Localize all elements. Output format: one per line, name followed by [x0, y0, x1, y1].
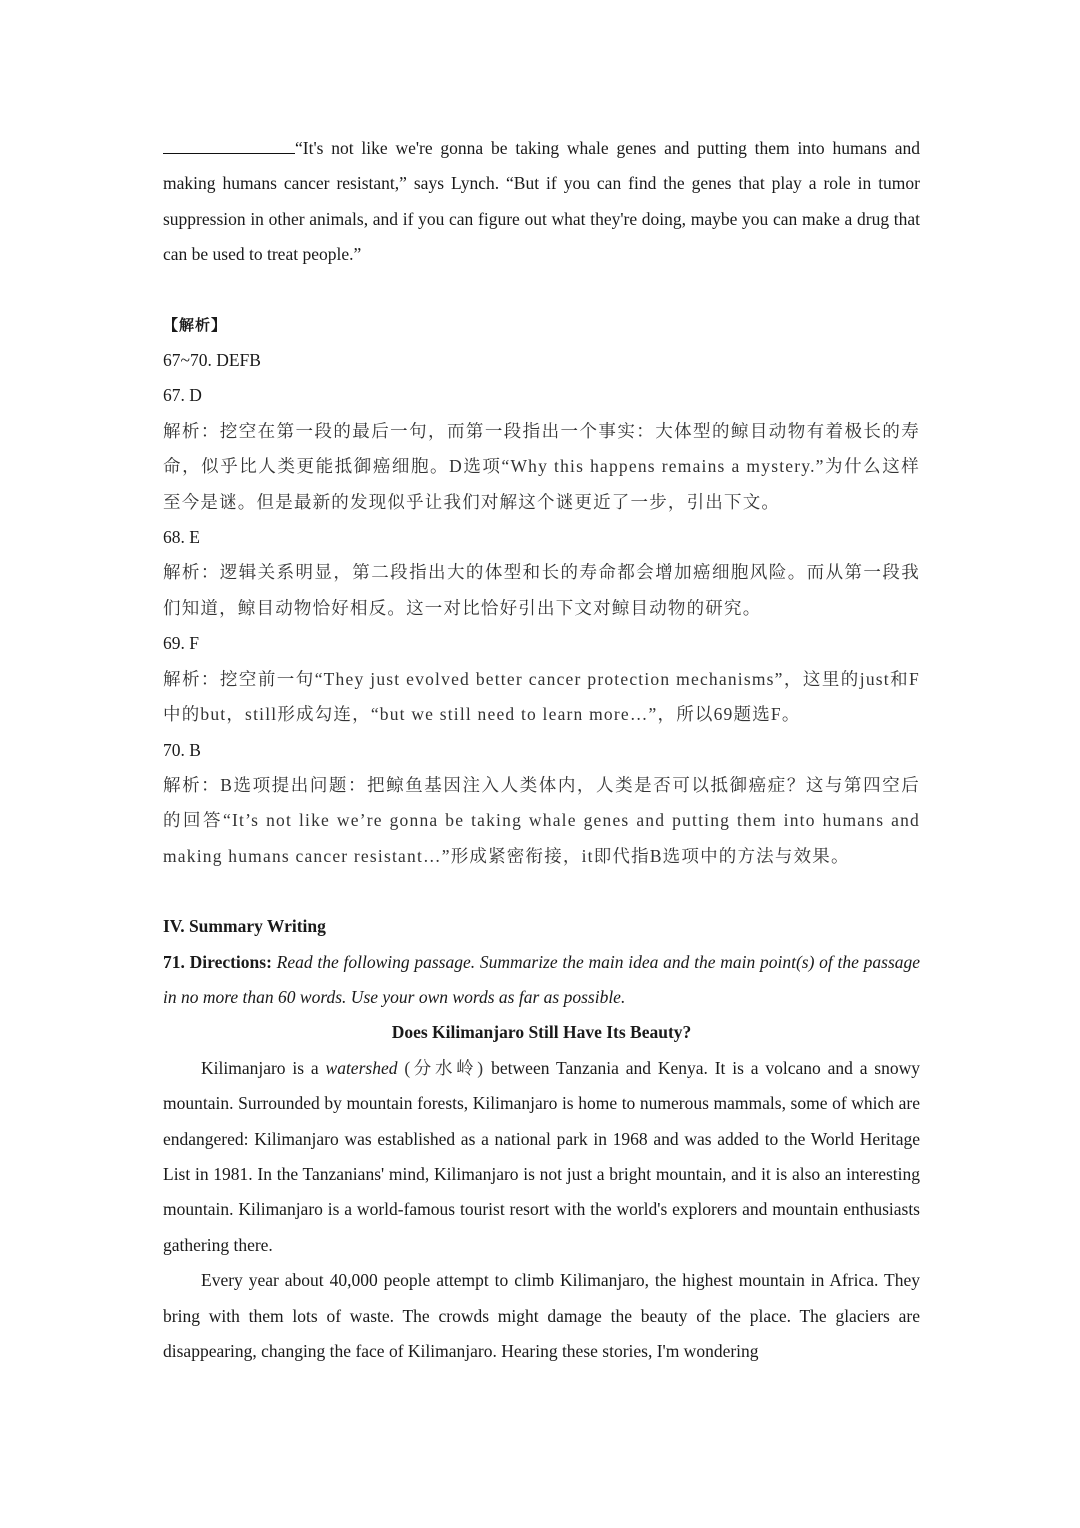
answer-number: 67. D — [163, 385, 202, 406]
document-page — [163, 131, 920, 1369]
section-heading: IV. Summary Writing — [163, 916, 326, 937]
passage-paragraph-2: Every year about 40,000 people attempt to climb Kilimanjaro, the highest mountain in Africa. They bring with them lots of waste. The crowds might damage the beauty of the place. The glaciers are disappearing, changing the face of Kilimanjaro. Hearing these stories, I'm wondering — [163, 1270, 920, 1361]
directions-text: Read the following passage. Summarize the main idea and the main point(s) of the passage in no more than 60 words. Use your own words as far as possible. — [163, 951, 921, 1007]
passage-title: Does Kilimanjaro Still Have Its Beauty? — [391, 1022, 692, 1043]
passage-paragraph-1: Kilimanjaro is a watershed (分水岭) between Tanzania and Kenya. It is a volcano and a snowy mountain. Surrounded by mountain forests, Kilimanjaro is home to numerous mammals, some of which are endangered: Kilimanjaro was established as a national park in 1968 and was added to the World Heritage List in 1981. In the Tanzanians' mind, Kilimanjaro is not just a bright mountain, and it is also an interesting mountain. Kilimanjaro is a world-famous tourist resort with the world's explorers and mountain enthusiasts gathering there. — [163, 1057, 920, 1255]
answer-number: 69. F — [163, 633, 199, 654]
answer-explanation: 解析：B选项提出问题：把鲸鱼基因注入人类体内，人类是否可以抵御癌症？这与第四空后的回答“It’s not like we’re gonna be taking whale genes and putting them into humans and making humans cancer resistant…”形成紧密衔接，it即代指B选项中的方法与效果。 — [163, 774, 920, 866]
watershed-gloss: (分水岭) — [404, 1057, 485, 1078]
answer-number: 68. E — [163, 527, 200, 548]
answer-number: 70. B — [163, 739, 201, 760]
analysis-heading: 【解析】 — [163, 315, 228, 334]
answer-explanation: 解析：挖空前一句“They just evolved better cancer protection mechanisms”，这里的just和F中的but，still形成勾连，“but we still need to learn more…”，所以69题选F。 — [163, 668, 920, 725]
directions-label: 71. Directions: — [163, 951, 272, 972]
passage-end-paragraph: “It's not like we're gonna be taking whale genes and putting them into humans and making humans cancer resistant,” says Lynch. “But if you can find the genes that play a role in tumor suppression in other animals, and if you can figure out what they're doing, maybe you can make a drug that can be used to treat people.” — [163, 138, 920, 265]
answer-explanation: 解析：逻辑关系明显，第二段指出大的体型和长的寿命都会增加癌细胞风险。而从第一段我们知道，鲸目动物恰好相反。这一对比恰好引出下文对鲸目动物的研究。 — [163, 562, 920, 618]
answers-line: 67~70. DEFB — [163, 350, 261, 371]
answer-explanation: 解析：挖空在第一段的最后一句，而第一段指出一个事实：大体型的鲸目动物有着极长的寿命，似乎比人类更能抵御癌细胞。D选项“Why this happens remains a mystery.”为什么这样至今是谜。但是最新的发现似乎让我们对解这个谜更近了一步，引出下文。 — [163, 420, 920, 512]
answer-blank — [163, 136, 295, 154]
directions — [163, 945, 920, 1016]
watershed-term: watershed — [325, 1057, 398, 1078]
